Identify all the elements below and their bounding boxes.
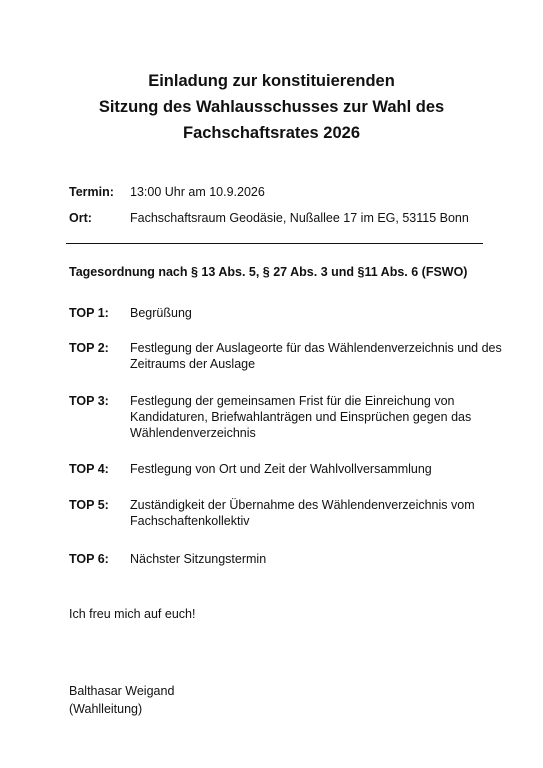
title-line-3: Fachschaftsrates 2026: [182, 124, 361, 142]
agenda-item-label: TOP 5:: [69, 498, 109, 512]
termin-label: Termin:: [69, 185, 114, 199]
ort-label: Ort:: [69, 211, 92, 225]
agenda-item-line: Nächster Sitzungstermin: [130, 552, 267, 566]
agenda-item-line: Fachschaftenkollektiv: [130, 514, 250, 528]
termin-value: 13:00 Uhr am 10.9.2026: [130, 185, 265, 199]
agenda-item-label: TOP 4:: [69, 462, 109, 476]
agenda-item-line: Festlegung der gemeinsamen Frist für die Einreichung von: [130, 394, 455, 408]
agenda-item-label: TOP 6:: [69, 552, 109, 566]
agenda-item-line: Begrüßung: [130, 306, 192, 320]
agenda-item-text: [130, 340, 502, 372]
ort-value: Fachschaftsraum Geodäsie, Nußallee 17 im EG, 53115 Bonn: [130, 211, 469, 225]
agenda-item-line: Zeitraums der Auslage: [130, 357, 256, 371]
agenda-item-line: Kandidaturen, Briefwahlanträgen und Einsprüchen gegen das: [130, 410, 472, 424]
document-title: [0, 68, 543, 146]
closing-line: Ich freu mich auf euch!: [69, 607, 196, 621]
signature-role: (Wahlleitung): [69, 702, 143, 716]
agenda-item-line: Wählendenverzeichnis: [130, 426, 256, 440]
agenda-item-text: [130, 305, 490, 321]
agenda-item-text: [130, 393, 490, 441]
agenda-item-line: Zuständigkeit der Übernahme des Wählendenverzeichnis vom: [130, 498, 475, 512]
agenda-item-label: TOP 3:: [69, 394, 109, 408]
signature-name: Balthasar Weigand: [69, 684, 175, 698]
horizontal-divider: [66, 243, 483, 244]
agenda-item-label: TOP 1:: [69, 306, 109, 320]
agenda-item-text: [130, 461, 490, 477]
agenda-item-label: TOP 2:: [69, 341, 109, 355]
agenda-item-text: [130, 551, 490, 567]
title-line-2: Sitzung des Wahlausschusses zur Wahl des: [98, 98, 445, 116]
agenda-item-text: [130, 497, 490, 529]
agenda-item-line: Festlegung von Ort und Zeit der Wahlvollversammlung: [130, 462, 432, 476]
agenda-item-line: Festlegung der Auslageorte für das Wählendenverzeichnis und des: [130, 341, 502, 355]
agenda-heading: Tagesordnung nach § 13 Abs. 5, § 27 Abs. 3 und §11 Abs. 6 (FSWO): [69, 265, 468, 279]
signature-block: [69, 682, 174, 718]
title-line-1: Einladung zur konstituierenden: [148, 72, 395, 90]
